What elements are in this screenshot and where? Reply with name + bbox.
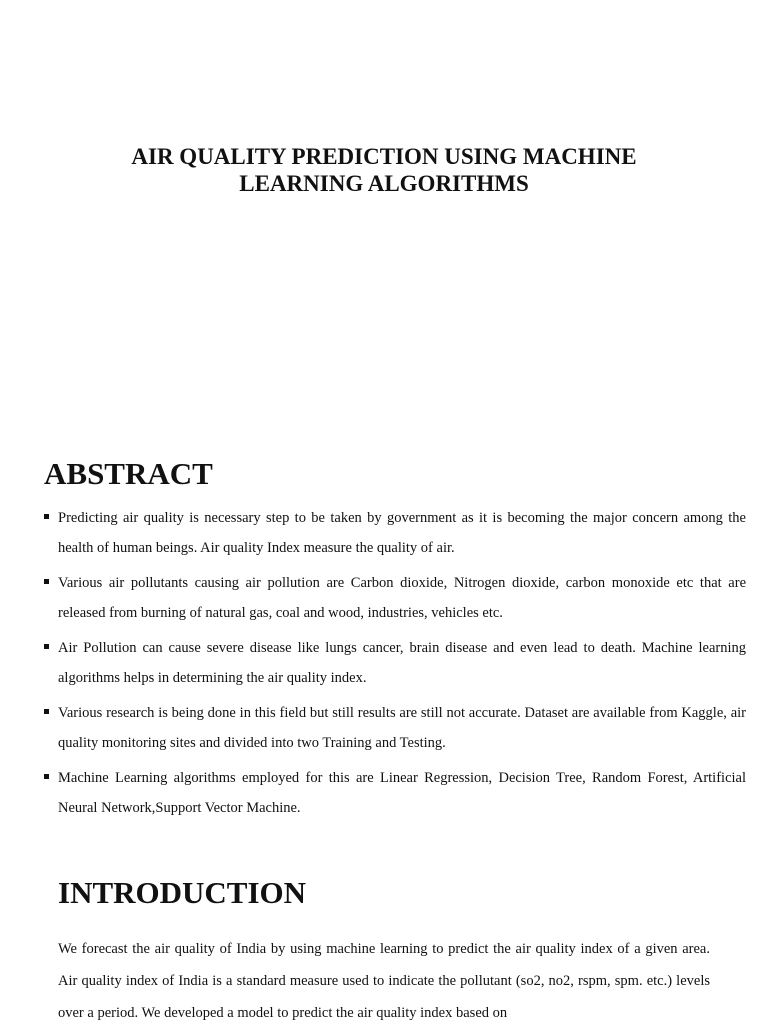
- title-line-1: AIR QUALITY PREDICTION USING MACHINE: [131, 144, 637, 169]
- square-bullet-icon: [44, 579, 49, 584]
- abstract-bullet-text: Machine Learning algorithms employed for this are Linear Regression, Decision Tree, Random Forest, Artificial Neural Network,Support Vector Machine.: [58, 770, 746, 816]
- abstract-bullet-item: [44, 763, 746, 823]
- introduction-paragraph: We forecast the air quality of India by using machine learning to predict the air quality index of a given area. Air quality index of India is a standard measure used to indicate the pollutant (so2, no2, rspm, spm. etc.) levels over a period. We developed a model to predict the air quality index based on: [58, 941, 710, 1021]
- abstract-bullet-item: [44, 568, 746, 628]
- abstract-bullet-text: Predicting air quality is necessary step to be taken by government as it is becoming the major concern among the health of human beings. Air quality Index measure the quality of air.: [58, 510, 746, 556]
- abstract-bullet-text: Air Pollution can cause severe disease like lungs cancer, brain disease and even lead to death. Machine learning algorithms helps in determining the air quality index.: [58, 640, 746, 686]
- square-bullet-icon: [44, 514, 49, 519]
- abstract-bullet-item: [44, 503, 746, 563]
- abstract-bullet-item: [44, 698, 746, 758]
- square-bullet-icon: [44, 644, 49, 649]
- square-bullet-icon: [44, 709, 49, 714]
- abstract-bullet-list: [44, 503, 746, 828]
- abstract-heading: ABSTRACT: [44, 456, 213, 491]
- abstract-bullet-item: [44, 633, 746, 693]
- abstract-bullet-text: Various research is being done in this field but still results are still not accurate. Dataset are available from Kaggle, air quality monitoring sites and divided into two Training and Testing.: [58, 705, 746, 751]
- abstract-bullet-text: Various air pollutants causing air pollution are Carbon dioxide, Nitrogen dioxide, carbon monoxide etc that are released from burning of natural gas, coal and wood, industries, vehicles etc.: [58, 575, 746, 621]
- square-bullet-icon: [44, 774, 49, 779]
- title-line-2: LEARNING ALGORITHMS: [239, 171, 529, 196]
- document-title: [40, 143, 728, 197]
- introduction-heading: INTRODUCTION: [58, 875, 307, 910]
